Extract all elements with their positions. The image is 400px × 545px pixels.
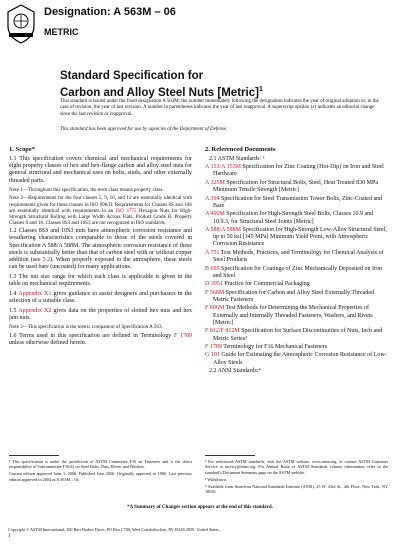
footnotes-left (9, 459, 192, 484)
reference-item (205, 352, 388, 367)
reference-item (205, 180, 388, 195)
title-footnote-mark: 1 (258, 86, 263, 93)
reference-title: Practice for Commercial Packaging (222, 281, 310, 288)
reference-item (205, 290, 388, 305)
reference-item (205, 281, 388, 288)
reference-link[interactable]: A 394 (205, 195, 220, 202)
note-1: Note 1—Throughout this specification, the term class means property class. (9, 187, 164, 194)
reference-link[interactable]: A 490M (205, 211, 225, 218)
right-column (205, 146, 388, 377)
note-2: Note 2—Requirements for the four classes 5, 9, 10, and 12 are essentially identical with requirements given for these classes in ISO 898/II. Requirements for Classes 8S and 10S are essentially identical with requirements in an ISO 4775 Hexagon Nuts for High-Strength Structural Bolting with Large Width Across Flats, Product Grade B, Property Classes 8 and 10. Classes 8S3 and 10S3 are not recognized in ISO standards. (9, 195, 192, 226)
reference-title: Specification for High-Strength Low-Alloy Structural Steel, up to 50 ksi [345 MPa] Minimum Yield Point, with Atmospheric Corrosion Resistance (213, 226, 387, 248)
reference-title: Specification for High-Strength Steel Bolts, Classes 10.9 and 10.9.3, for Structural Steel Joints [Metric] (213, 211, 374, 225)
footnotes-right (205, 459, 388, 496)
reference-item (205, 266, 388, 281)
reference-list (205, 164, 388, 367)
ansi-standards-heading: 2.2 ANSI Standards:⁴ (209, 368, 261, 375)
reference-item (205, 211, 388, 226)
page-number: 1 (8, 534, 11, 539)
reference-item (205, 305, 388, 327)
reference-title: Test Methods, Practices, and Terminology for Chemical Analysis of Steel Products (213, 249, 384, 264)
reference-item (205, 227, 388, 249)
reference-link[interactable]: A 153/A 153M (205, 164, 242, 171)
astm-standards-heading: 2.1 ASTM Standards: ² (209, 155, 265, 162)
section-5-2-link[interactable]: 5.2 (42, 257, 51, 264)
title-line-2 (60, 83, 263, 100)
reference-item (205, 328, 388, 343)
reference-title: Specification for Steel Transmission Tower Bolts, Zinc-Coated and Bare (213, 195, 383, 209)
reference-title: Terminology for F16 Mechanical Fasteners (221, 344, 328, 350)
appendix-x2-link[interactable]: Appendix X2 (18, 307, 52, 314)
copyright: Copyright © ASTM International, 100 Barr Harbor Drive, PO Box C700, West Conshohocken, PA 19428-2959, United States. (8, 527, 220, 532)
note-3: Note 3—This specification is the metric companion of Specification A 563. (9, 324, 163, 331)
section-1-heading: 1. Scope* (9, 146, 35, 153)
reference-link[interactable]: G 101 (205, 352, 220, 359)
reference-title: Specification for Surface Discontinuities of Nuts, Inch and Metric Series³ (213, 328, 383, 342)
footnote-edition: Current edition approved June 1, 2006. Published June 2006. Originally approved in 1980. Last previous edition approved in 2004 as A 563M – 04. (9, 471, 192, 482)
para-1-6: 1.6 Terms used in this specification are defined in Terminology F 1789 unless otherwise defined herein. (9, 332, 192, 347)
reference-link[interactable]: B 695 (205, 265, 220, 272)
summary-note: *A Summary of Changes section appears at the end of this standard. (127, 505, 273, 510)
para-1-4: 1.4 Appendix X1 gives guidance to assist designers and purchasers in the selection of a suitable class. (9, 290, 193, 305)
title-text: Carbon and Alloy Steel Nuts [Metric] (60, 86, 259, 99)
reference-title: Specification for Coatings of Zinc Mechanically Deposited on Iron and Steel (213, 265, 382, 279)
footnote-rule-left (9, 455, 59, 456)
iso-4775-link[interactable]: ISO 4775 (115, 207, 137, 214)
section-2-heading: 2. Referenced Documents (205, 146, 276, 153)
para-1-2: 1.2 Classes 8S3 and 10S3 nuts have atmospheric corrosion resistance and weathering characteristics comparable to those of the steels covered in Specification A 588/A 588M. The atmospheric corrosion resistance of these steels is substantially better than that of carbon steel with or without copper addition (see 5.2). When properly exposed to the atmosphere, these steels can be used bare (uncoated) for many applications. (9, 228, 192, 271)
footnote-1: ¹ This specification is under the jurisdiction of ASTM Committee F16 on Fasteners and is the direct responsibility of Subcommittee F16.02 on Steel Bolts, Nuts, Rivets and Washers. (9, 459, 192, 470)
appendix-x1-link[interactable]: Appendix X1 (18, 290, 52, 297)
para-1-1: 1.1 This specification covers chemical and mechanical requirements for eight property classes of hex and hex-flange carbon and alloy steel nuts for general structural and mechanical uses on bolts, studs, and other externally threaded parts. (9, 155, 192, 184)
metric-label: METRIC (44, 27, 79, 37)
reference-item (205, 196, 388, 211)
reference-item (205, 164, 388, 179)
astm-logo (6, 4, 36, 44)
footnote-rule-right (205, 455, 255, 456)
footnote-2: ² For referenced ASTM standards, visit the ASTM website, www.astm.org, or contact ASTM Customer Service at service@astm.org. For Annual Book of ASTM Standards volume information, refer to the standard's Document Summary page on the ASTM website. (205, 459, 388, 475)
footnote-4: ⁴ Available from American National Standards Institute (ANSI), 25 W. 43rd St., 4th Floor, New York, NY 10036. (205, 483, 388, 495)
reference-title: Specification for Carbon and Alloy Steel Externally Threaded Metric Fasteners (213, 289, 375, 303)
reference-link[interactable]: F 812/F 812M (205, 328, 240, 335)
reference-link[interactable]: A 588/A 588M (205, 226, 242, 233)
reference-item (205, 344, 388, 351)
footnote-3: ³ Withdrawn. (205, 476, 227, 482)
f1789-link[interactable]: F 1789 (173, 332, 192, 339)
reference-link[interactable]: F 1789 (205, 344, 222, 350)
reference-link[interactable]: A 325M (205, 179, 225, 186)
para-1-3: 1.3 The nut size range for which each class is applicable is given in the table on mechanical requirements. (9, 274, 192, 288)
reference-link[interactable]: F 606M (205, 305, 225, 312)
reference-title: Specification for Structural Bolts, Steel, Heat Treated 830 MPa Minimum Tensile Strength [Metric] (213, 179, 378, 194)
reference-link[interactable]: A 751 (205, 249, 220, 256)
reference-title: Test Methods for Determining the Mechanical Properties of Externally and Internally Threaded Fasteners, Washers, and Rivets [Metric] (213, 305, 373, 326)
left-column (9, 146, 192, 350)
reference-item (205, 250, 388, 265)
approved-note: This standard has been approved for use by agencies of the Department of Defense. (60, 127, 228, 132)
reference-title: Guide for Estimating the Atmospheric Corrosion Resistance of Low-Alloy Steels (213, 352, 387, 366)
reference-link[interactable]: F 568M (205, 289, 225, 296)
title-line-1: Standard Specification for (60, 70, 204, 82)
designation: Designation: A 563M – 06 (44, 6, 176, 18)
page-title (60, 70, 263, 100)
reference-title: Specification for Zinc Coating (Hot-Dip) on Iron and Steel Hardware (213, 164, 384, 178)
para-1-5: 1.5 Appendix X2 gives data on the properties of slotted hex nuts and hex jam nuts. (9, 307, 192, 321)
intro-paragraph: This standard is issued under the fixed designation A 563M; the number immediately following the designation indicates the year of original adoption or, in the case of revision, the year of last revision. A number in parentheses indicates the year of last reapproval. A superscript epsilon (ε) indicates an editorial change since the last revision or reapproval. (60, 99, 379, 117)
reference-link[interactable]: D 3951 (205, 281, 223, 288)
